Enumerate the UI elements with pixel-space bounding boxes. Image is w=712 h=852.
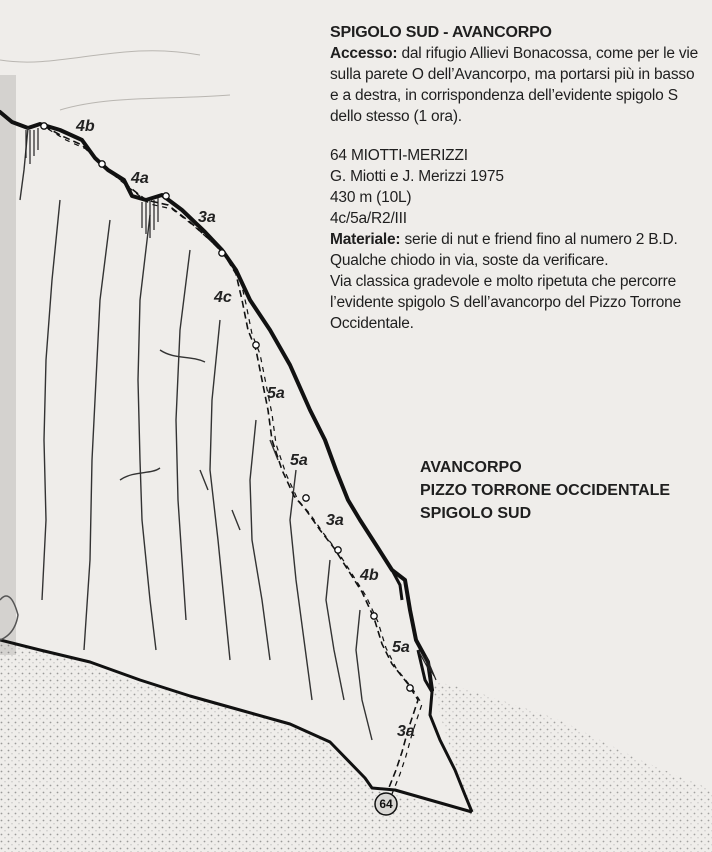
pitch-grade-9: 5a [392,639,410,656]
route-length: 430 m (10L) [330,189,412,206]
pitch-grade-4: 4c [214,289,232,306]
topo-labels [420,456,670,525]
pitch-grade-1: 4b [76,118,95,135]
pitch-grade-3: 3a [198,209,216,226]
access-label: Accesso: [330,45,398,62]
page-edge-shadow [0,75,16,655]
material-paragraph [330,229,702,271]
route-grades: 4c/5a/R2/III [330,210,407,227]
access-text: dal rifugio Allievi Bonacossa, come per le vie sulla parete O dell’Avancorpo, ma portarsi più in basso e a destra, in corrispondenza dell’evidente spigolo S dello stesso (1 ora). [330,45,699,125]
pitch-grade-7: 3a [326,512,344,529]
pitch-grade-5: 5a [267,385,285,402]
pitch-grade-2: 4a [131,170,149,187]
pitch-grade-10: 3a [397,723,415,740]
pitch-grade-6: 5a [290,452,308,469]
topo-label-spigolo: SPIGOLO SUD [420,505,532,522]
face-cracks [20,128,372,740]
route-title: SPIGOLO SUD - AVANCORPO [330,24,552,41]
first-ascent: G. Miotti e J. Merizzi 1975 [330,168,504,185]
topo-label-avancorpo: AVANCORPO [420,459,522,476]
route-name: 64 MIOTTI-MERIZZI [330,147,468,164]
route-number-label: 64 [379,797,393,811]
route-notes: Via classica gradevole e molto ripetuta che percorre l’evidente spigolo S dell’avancorpo del Pizzo Torrone Occidentale. [330,273,682,332]
pitch-grade-8: 4b [360,567,379,584]
background-ridge [0,51,230,110]
material-text: serie di nut e friend fino al numero 2 B.D. Qualche chiodo in via, soste da verificare. [330,231,678,269]
topo-label-peak: PIZZO TORRONE OCCIDENTALE [420,482,671,499]
material-label: Materiale: [330,231,401,248]
route-description [330,22,702,334]
access-paragraph [330,43,702,127]
scree-ground [0,640,480,852]
